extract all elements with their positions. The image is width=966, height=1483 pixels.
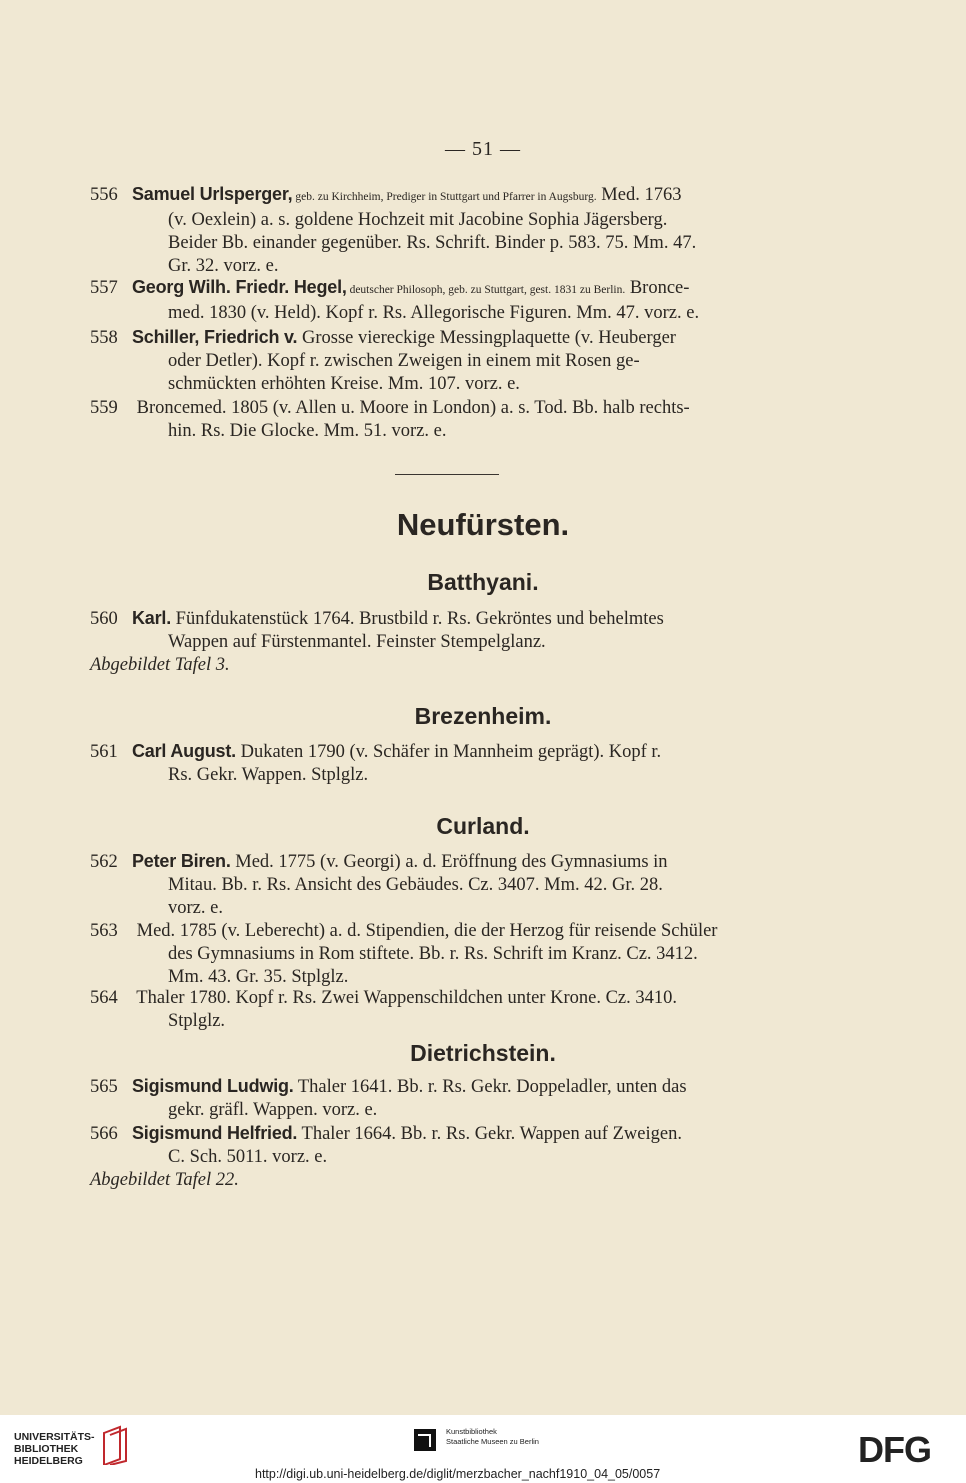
- entry-number: 563: [90, 921, 118, 941]
- entry-text: Thaler 1664. Bb. r. Rs. Gekr. Wappen auf Zweigen.: [297, 1124, 682, 1144]
- plate-caption: Abgebildet Tafel 22.: [90, 1170, 239, 1190]
- entry-line: vorz. e.: [168, 898, 223, 918]
- entry-text: Grosse viereckige Messingplaquette (v. Heuberger: [297, 328, 676, 348]
- university-library-logo-text[interactable]: [14, 1431, 95, 1467]
- uni-line: UNIVERSITÄTS-: [14, 1431, 95, 1443]
- entry-line: gekr. gräfl. Wappen. vorz. e.: [168, 1100, 378, 1120]
- entry-number: 564: [90, 988, 118, 1008]
- entry-note: geb. zu Kirchheim, Prediger in Stuttgart und Pfarrer in Augsburg.: [292, 191, 597, 203]
- subsection-title-batthyani: Batthyani.: [427, 569, 539, 595]
- entry-first-line: [90, 397, 810, 420]
- catalog-entry-561: [90, 740, 810, 787]
- kb-line: Kunstbibliothek: [446, 1427, 497, 1436]
- entry-name: Georg Wilh. Friedr. Hegel,: [132, 277, 347, 297]
- entry-line: schmückten erhöhten Kreise. Mm. 107. vorz. e.: [168, 374, 520, 394]
- entry-number: 562: [90, 852, 118, 872]
- entry-line: Rs. Gekr. Wappen. Stplglz.: [168, 765, 369, 785]
- footer-bar: [0, 1415, 966, 1483]
- university-library-icon: [100, 1425, 130, 1465]
- entry-line: med. 1830 (v. Held). Kopf r. Rs. Allegorische Figuren. Mm. 47. vorz. e.: [168, 303, 700, 323]
- entry-number: 557: [90, 278, 118, 298]
- entry-line: Gr. 32. vorz. e.: [168, 256, 279, 276]
- catalog-entry-558: [90, 326, 810, 396]
- entry-first-line: [90, 740, 810, 764]
- plate-caption: Abgebildet Tafel 3.: [90, 655, 230, 675]
- entry-note: deutscher Philosoph, geb. zu Stuttgart, gest. 1831 zu Berlin.: [346, 284, 626, 296]
- entry-name: Sigismund Helfried.: [132, 1123, 298, 1143]
- catalog-entry-560: [90, 607, 810, 677]
- catalog-entry-566: [90, 1122, 810, 1192]
- entry-first-line: [90, 183, 810, 209]
- section-title: Neufürsten.: [396, 507, 570, 542]
- entry-text: Thaler 1780. Kopf r. Rs. Zwei Wappenschildchen unter Krone. Cz. 3410.: [132, 988, 678, 1008]
- entry-line: Stplglz.: [168, 1011, 226, 1031]
- source-url-link[interactable]: http://digi.ub.uni-heidelberg.de/diglit/merzbacher_nachf1910_04_05/0057: [255, 1467, 661, 1481]
- entry-line: Wappen auf Fürstenmantel. Feinster Stempelglanz.: [168, 632, 546, 652]
- entry-line: Mitau. Bb. r. Rs. Ansicht des Gebäudes. Cz. 3407. Mm. 42. Gr. 28.: [168, 875, 663, 895]
- entry-name: Karl.: [132, 608, 172, 628]
- entry-first-line: [90, 987, 810, 1010]
- entry-line: (v. Oexlein) a. s. goldene Hochzeit mit Jacobine Sophia Jägersberg.: [168, 210, 668, 230]
- entry-line: des Gymnasiums in Rom stiftete. Bb. r. Rs. Schrift im Kranz. Cz. 3412.: [168, 944, 698, 964]
- entry-text: Fünfdukatenstück 1764. Brustbild r. Rs. Gekröntes und behelmtes: [171, 609, 664, 629]
- uni-line: BIBLIOTHEK: [14, 1443, 79, 1455]
- entry-line: oder Detler). Kopf r. zwischen Zweigen in einem mit Rosen ge-: [168, 351, 640, 371]
- entry-name: Schiller, Friedrich v.: [132, 327, 298, 347]
- kunstbibliothek-logo-text[interactable]: [446, 1427, 539, 1447]
- dfg-logo[interactable]: DFG: [858, 1429, 931, 1470]
- entry-first-line: [90, 1122, 810, 1146]
- catalog-entry-565: [90, 1075, 810, 1122]
- entry-name: Samuel Urlsperger,: [132, 184, 293, 204]
- entry-line: Beider Bb. einander gegenüber. Rs. Schrift. Binder p. 583. 75. Mm. 47.: [168, 233, 697, 253]
- entry-first-line: [90, 326, 810, 350]
- entry-text: Med. 1775 (v. Georgi) a. d. Eröffnung des Gymnasiums in: [230, 852, 668, 872]
- entry-number: 556: [90, 185, 118, 205]
- entry-line: Mm. 43. Gr. 35. Stplglz.: [168, 967, 349, 987]
- page-number: — 51 —: [445, 138, 521, 160]
- entry-name: Carl August.: [132, 741, 236, 761]
- entry-text: Med. 1763: [596, 185, 682, 205]
- entry-line: hin. Rs. Die Glocke. Mm. 51. vorz. e.: [168, 421, 447, 441]
- entry-text: Thaler 1641. Bb. r. Rs. Gekr. Doppeladler, unten das: [293, 1077, 687, 1097]
- subsection-title-dietrichstein: Dietrichstein.: [410, 1040, 556, 1066]
- entry-first-line: [90, 920, 810, 943]
- entry-first-line: [90, 607, 810, 631]
- kunstbibliothek-icon: [412, 1425, 440, 1453]
- catalog-entry-564: [90, 987, 810, 1033]
- entry-number: 559: [90, 398, 118, 418]
- entry-text: Bronce-: [625, 278, 690, 298]
- entry-text: Med. 1785 (v. Leberecht) a. d. Stipendien, die der Herzog für reisende Schüler: [132, 921, 718, 941]
- catalog-entry-557: [90, 276, 810, 325]
- entry-text: Dukaten 1790 (v. Schäfer in Mannheim geprägt). Kopf r.: [235, 742, 662, 762]
- entry-first-line: [90, 1075, 810, 1099]
- catalog-entry-563: [90, 920, 810, 989]
- entry-number: 560: [90, 609, 118, 629]
- subsection-title-brezenheim: Brezenheim.: [414, 703, 552, 729]
- kb-line: Staatliche Museen zu Berlin: [446, 1437, 539, 1446]
- uni-line: HEIDELBERG: [14, 1455, 83, 1467]
- entry-name: Peter Biren.: [132, 851, 231, 871]
- entry-line: C. Sch. 5011. vorz. e.: [168, 1147, 328, 1167]
- entry-number: 558: [90, 328, 118, 348]
- entry-number: 566: [90, 1124, 118, 1144]
- entry-text: Broncemed. 1805 (v. Allen u. Moore in London) a. s. Tod. Bb. halb rechts-: [132, 398, 690, 418]
- catalog-entry-559: [90, 397, 810, 443]
- subsection-title-curland: Curland.: [436, 813, 530, 839]
- entry-first-line: [90, 850, 810, 874]
- entry-name: Sigismund Ludwig.: [132, 1076, 294, 1096]
- catalog-entry-562: [90, 850, 810, 920]
- section-divider: [395, 474, 499, 475]
- entry-number: 561: [90, 742, 118, 762]
- entry-number: 565: [90, 1077, 118, 1097]
- catalog-entry-556: [90, 183, 810, 278]
- entry-first-line: [90, 276, 810, 302]
